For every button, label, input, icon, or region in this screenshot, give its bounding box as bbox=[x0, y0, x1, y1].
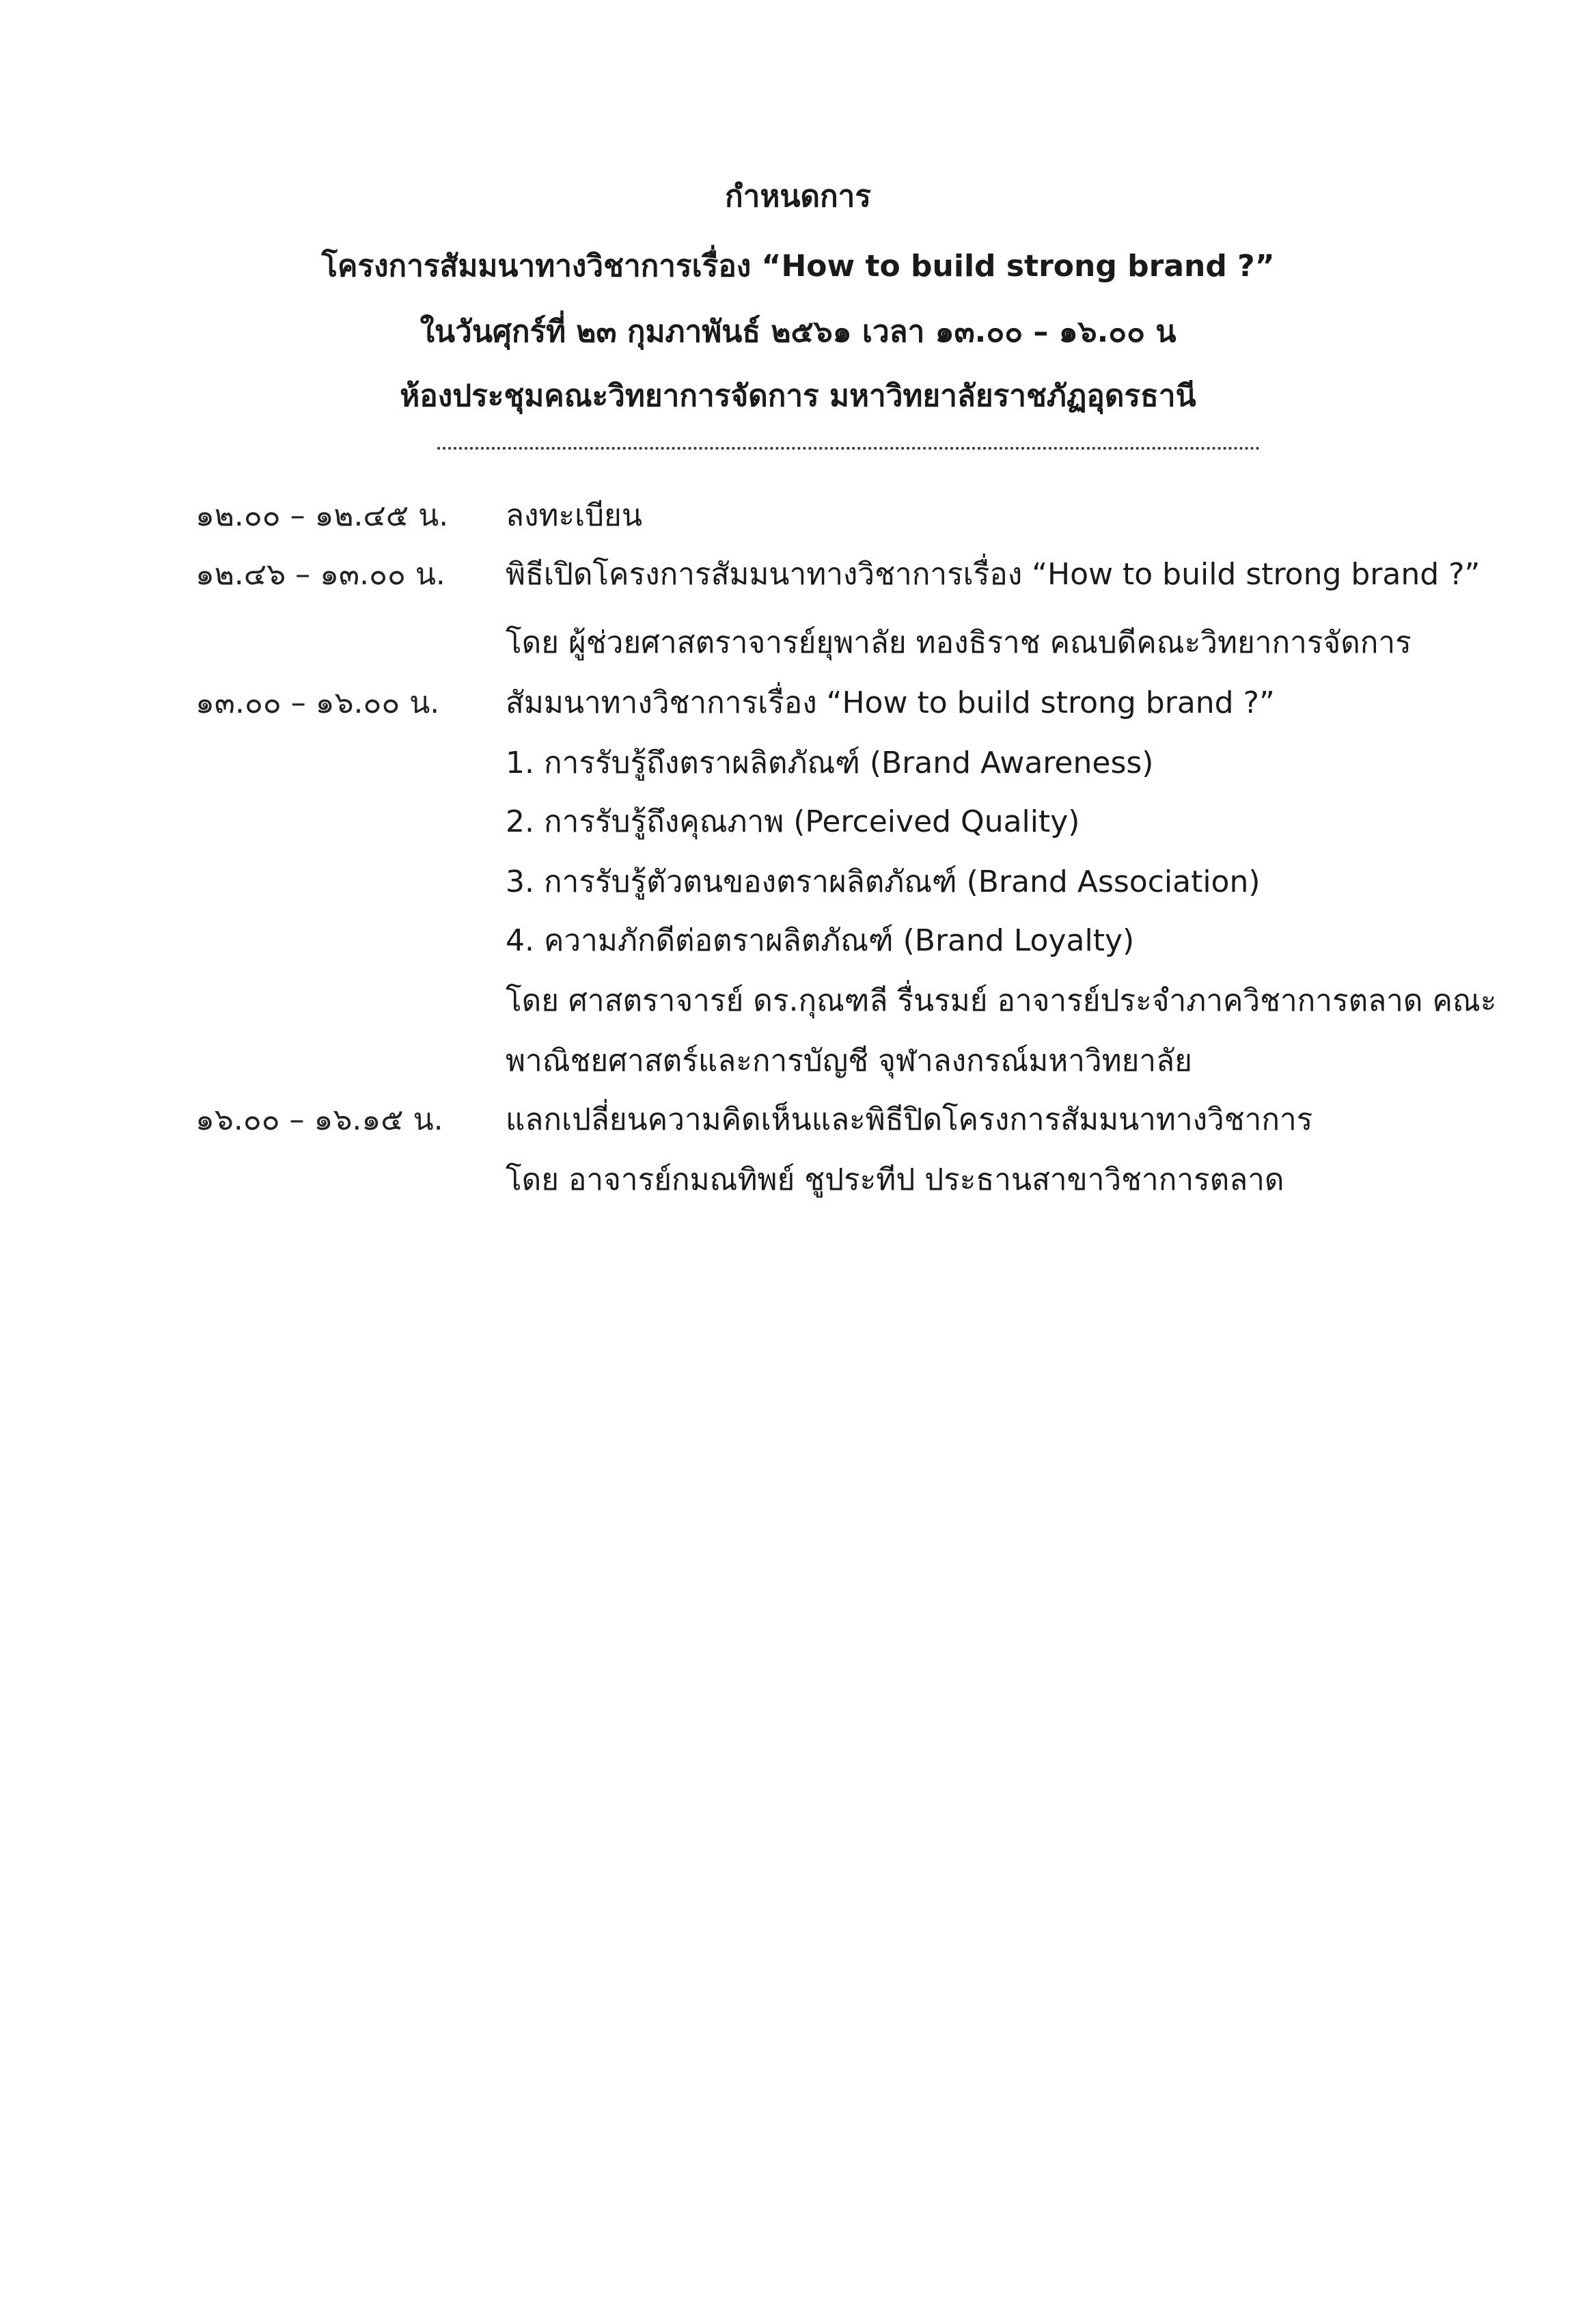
schedule-text: 4. ความภักดีต่อตราผลิตภัณฑ์ (Brand Loyalty) bbox=[506, 923, 1135, 958]
schedule-text: โดย อาจารย์กมณทิพย์ ชูประทีป ประธานสาขาวิชาการตลาด bbox=[506, 1162, 1284, 1197]
schedule-row bbox=[0, 492, 1596, 540]
schedule-text: โดย ศาสตราจารย์ ดร.กุณฑลี รื่นรมย์ อาจารย์ประจำภาควิชาการตลาด คณะ bbox=[506, 983, 1497, 1018]
schedule-time: ๑๓.๐๐ – ๑๖.๐๐ น. bbox=[195, 685, 440, 720]
schedule-row bbox=[0, 798, 1596, 846]
schedule-text: แลกเปลี่ยนความคิดเห็นและพิธีปิดโครงการสัมมนาทางวิชาการ bbox=[506, 1102, 1313, 1137]
schedule-text: โดย ผู้ช่วยศาสตราจารย์ยุพาลัย ทองธิราช คณบดีคณะวิทยาการจัดการ bbox=[506, 625, 1412, 660]
schedule-text: 2. การรับรู้ถึงคุณภาพ (Perceived Quality) bbox=[506, 804, 1080, 839]
document-title: กำหนดการ bbox=[725, 179, 871, 214]
dotted-divider bbox=[437, 447, 1260, 450]
schedule-row bbox=[0, 679, 1596, 727]
schedule-text: ลงทะเบียน bbox=[506, 498, 642, 533]
schedule-row bbox=[0, 1096, 1596, 1144]
schedule-time: ๑๒.๐๐ – ๑๒.๔๕ น. bbox=[195, 498, 449, 533]
schedule-row bbox=[0, 858, 1596, 906]
schedule-text: พาณิชยศาสตร์และการบัญชี จุฬาลงกรณ์มหาวิทยาลัย bbox=[506, 1044, 1192, 1078]
schedule-row bbox=[0, 619, 1596, 667]
schedule-row bbox=[0, 1037, 1596, 1085]
schedule-text: 1. การรับรู้ถึงตราผลิตภัณฑ์ (Brand Awareness) bbox=[506, 746, 1154, 780]
schedule-row bbox=[0, 739, 1596, 787]
schedule-time: ๑๖.๐๐ – ๑๖.๑๕ น. bbox=[195, 1102, 443, 1137]
event-venue: ห้องประชุมคณะวิทยาการจัดการ มหาวิทยาลัยราชภัฏอุดรธานี bbox=[400, 379, 1196, 413]
schedule-row bbox=[0, 917, 1596, 965]
schedule-row bbox=[0, 551, 1596, 599]
project-title: โครงการสัมมนาทางวิชาการเรื่อง “How to build strong brand ?” bbox=[321, 249, 1275, 284]
schedule-text: พิธีเปิดโครงการสัมมนาทางวิชาการเรื่อง “How to build strong brand ?” bbox=[506, 557, 1481, 592]
schedule-row bbox=[0, 977, 1596, 1025]
event-date-time: ในวันศุกร์ที่ ๒๓ กุมภาพันธ์ ๒๕๖๑ เวลา ๑๓.๐๐ – ๑๖.๐๐ น bbox=[419, 314, 1177, 349]
schedule-text: 3. การรับรู้ตัวตนของตราผลิตภัณฑ์ (Brand Association) bbox=[506, 864, 1261, 899]
schedule-time: ๑๒.๔๖ – ๑๓.๐๐ น. bbox=[195, 557, 445, 592]
schedule-row bbox=[0, 1156, 1596, 1204]
schedule-text: สัมมนาทางวิชาการเรื่อง “How to build strong brand ?” bbox=[506, 685, 1275, 720]
